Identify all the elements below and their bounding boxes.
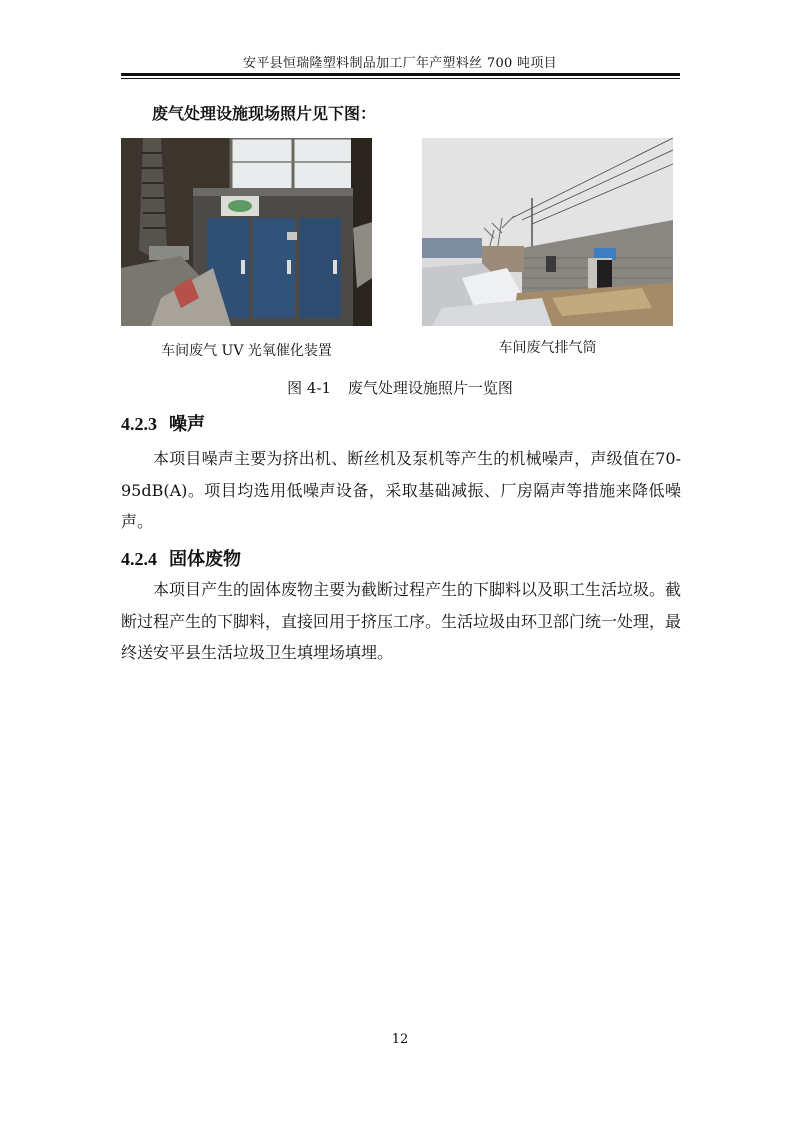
page-number: 12 <box>391 1032 409 1047</box>
section-number: 4.2.3 <box>121 414 157 434</box>
figure-title: 废气处理设施照片一览图 <box>347 379 513 397</box>
photo-caption-uv-device: 车间废气 UV 光氧催化装置 <box>161 343 332 359</box>
figure-caption <box>0 377 800 398</box>
photo-uv-device <box>121 138 372 326</box>
header-title: 安平县恒瑞隆塑料制品加工厂年产塑料丝 700 吨项目 <box>243 56 557 71</box>
section-heading-solid-waste <box>121 545 241 571</box>
section-title: 固体废物 <box>169 549 241 570</box>
section-heading-noise <box>121 410 205 436</box>
header-rule-thick <box>121 73 680 76</box>
figure-label: 图 4-1 <box>287 379 332 397</box>
photo-caption-exhaust-stack: 车间废气排气筒 <box>498 340 597 356</box>
intro-text: 废气处理设施现场照片见下图： <box>152 104 377 123</box>
section-body-solid-waste: 本项目产生的固体废物主要为截断过程产生的下脚料以及职工生活垃圾。截断过程产生的下脚料，直接回用于挤压工序。生活垃圾由环卫部门统一处理，最终送安平县生活垃圾卫生填埋场填埋。 <box>121 580 682 662</box>
section-body-noise: 本项目噪声主要为挤出机、断丝机及泵机等产生的机械噪声，声级值在70-95dB(A)。项目均选用低噪声设备，采取基础减振、厂房隔声等措施来降低噪声。 <box>121 449 681 531</box>
header-rule-thin <box>121 78 680 79</box>
section-number: 4.2.4 <box>121 549 157 569</box>
photo-exhaust-stack <box>422 138 673 326</box>
section-title: 噪声 <box>169 414 205 435</box>
